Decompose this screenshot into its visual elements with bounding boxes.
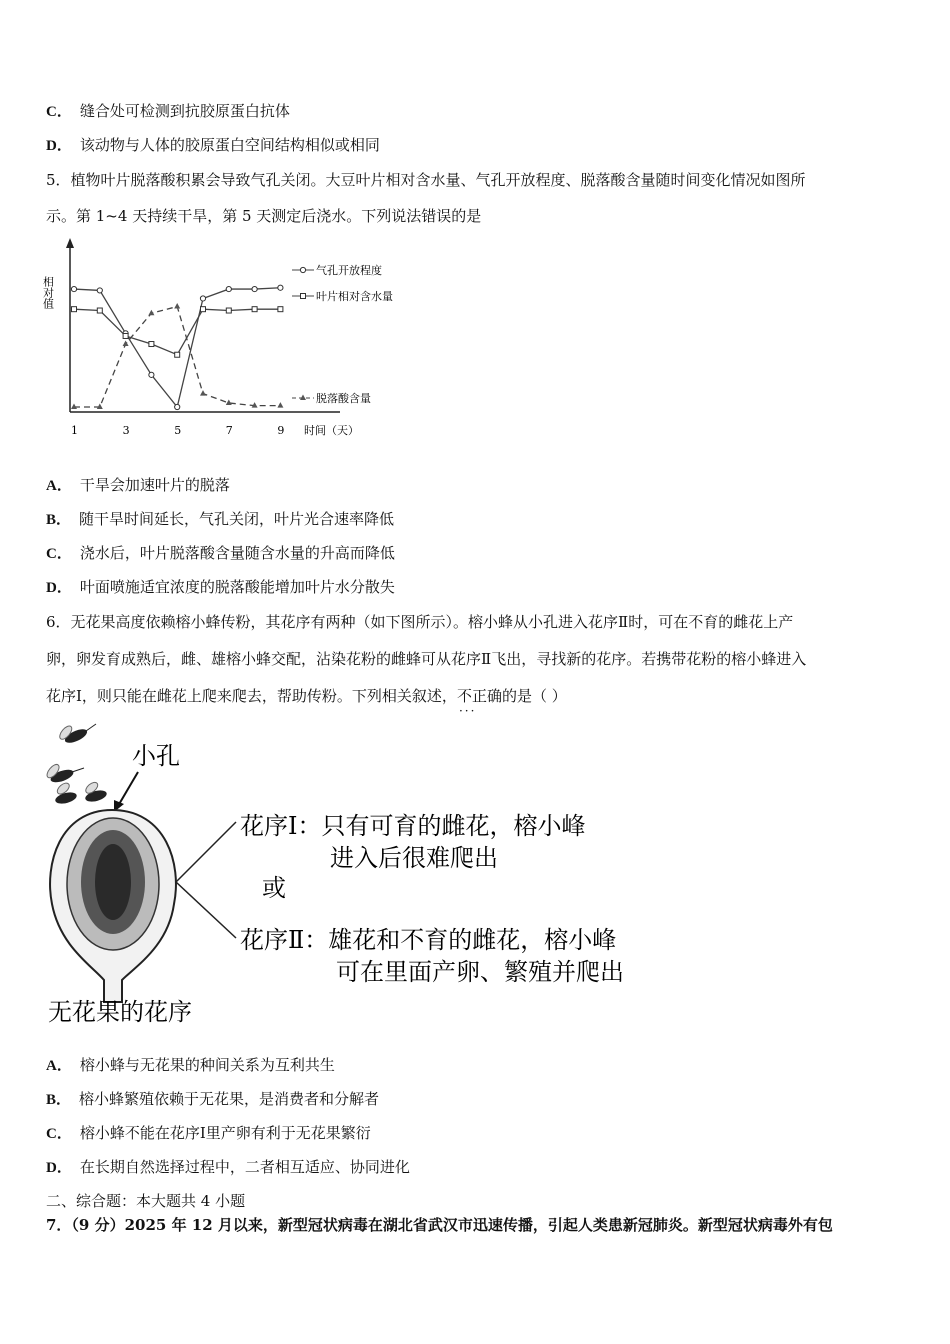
data-point-circle: [226, 286, 231, 291]
x-tick-label: 5: [174, 424, 182, 437]
data-point-triangle: [148, 310, 154, 316]
legend-marker: [300, 395, 306, 401]
q5-option-c: [46, 542, 395, 565]
option-text: 榕小蜂与无花果的种间关系为互利共生: [79, 1056, 335, 1074]
data-point-triangle: [200, 390, 206, 396]
option-letter: D．: [46, 1160, 72, 1176]
q6-stem-line3-pre: 花序Ⅰ，则只能在雌花上爬来爬去，帮助传粉。下列相关叙述，: [46, 687, 457, 705]
option-text: 榕小蜂不能在花序Ⅰ里产卵有利于无花果繁衍: [79, 1124, 371, 1142]
q6-option-d: [46, 1156, 410, 1179]
q5-option-a: [46, 474, 230, 497]
option-letter: C．: [46, 546, 72, 562]
data-point-circle: [200, 296, 205, 301]
option-text: 干旱会加速叶片的脱落: [79, 476, 230, 494]
x-tick-label: 3: [122, 424, 130, 437]
option-text: 在长期自然选择过程中，二者相互适应、协同进化: [79, 1158, 410, 1176]
y-axis-label: 相对值: [41, 276, 55, 309]
data-point-square: [97, 308, 102, 313]
data-point-square: [72, 307, 77, 312]
section-heading: 二、综合题：本大题共 4 小题: [46, 1192, 246, 1210]
option-letter: A．: [46, 478, 72, 494]
data-point-triangle: [123, 341, 129, 347]
q6-stem-line3: [46, 685, 567, 707]
data-point-circle: [97, 288, 102, 293]
q6-option-b: [46, 1088, 379, 1111]
q7-stem-line1: 7．（9 分）2025 年 12 月以来，新型冠状病毒在湖北省武汉市迅速传播，引起人类患新冠肺炎。新型冠状病毒外有包: [46, 1216, 833, 1234]
x-tick-label: 7: [225, 424, 233, 437]
hole-label: 小孔: [132, 742, 180, 770]
hole-arrow: [118, 772, 138, 806]
q4-option-c: [46, 100, 290, 123]
option-letter: B．: [46, 1092, 72, 1108]
q5-stem-line1: 5．植物叶片脱落酸积累会导致气孔关闭。大豆叶片相对含水量、气孔开放程度、脱落酸含量随时间变化情况如图所: [46, 171, 806, 189]
option-text: 随干旱时间延长，气孔关闭，叶片光合速率降低: [79, 510, 395, 528]
option-letter: D．: [46, 138, 72, 154]
data-point-triangle: [277, 402, 283, 408]
fig-inflorescence-diagram: [40, 714, 640, 1034]
option-letter: B．: [46, 512, 72, 528]
option-text: 缝合处可检测到抗胶原蛋白抗体: [79, 102, 290, 120]
data-point-square: [252, 307, 257, 312]
q5-stem-line2: 示。第 1~4 天持续干旱，第 5 天测定后浇水。下列说法错误的是: [46, 207, 482, 225]
wasp-icon: [45, 762, 84, 784]
x-tick-label: 9: [277, 424, 285, 437]
q5-option-b: [46, 508, 394, 531]
option-letter: A．: [46, 1058, 72, 1074]
q4-option-d: [46, 134, 380, 157]
option-text: 浇水后，叶片脱落酸含量随含水量的升高而降低: [79, 544, 395, 562]
q5-line-chart: [40, 236, 400, 446]
option-text: 该动物与人体的胶原蛋白空间结构相似或相同: [79, 136, 380, 154]
inflorescence-1-line1: 花序Ⅰ：只有可育的雌花，榕小峰: [240, 812, 586, 840]
data-point-triangle: [174, 303, 180, 309]
data-point-circle: [149, 372, 154, 377]
fig-section: [50, 810, 176, 1002]
inflorescence-1-line2: 进入后很难爬出: [330, 844, 498, 872]
data-point-square: [278, 307, 283, 312]
q6-emphasis: 不正确 ···: [457, 687, 502, 705]
q5-option-d: [46, 576, 395, 599]
connector-line-1: [176, 822, 236, 882]
q6-option-c: [46, 1122, 371, 1145]
option-text: 叶面喷施适宜浓度的脱落酸能增加叶片水分散失: [79, 578, 395, 596]
q6-stem-line2: 卵，卵发育成熟后，雌、雄榕小蜂交配，沾染花粉的雌蜂可从花序Ⅱ飞出，寻找新的花序。若携带花粉的榕小蜂进入: [46, 650, 807, 668]
wasp-icon: [54, 781, 78, 806]
data-point-circle: [252, 286, 257, 291]
connector-line-2: [176, 882, 236, 938]
option-letter: C．: [46, 1126, 72, 1142]
legend-marker: [301, 294, 306, 299]
legend-label: 脱落酸含量: [316, 392, 371, 405]
option-letter: D．: [46, 580, 72, 596]
option-text: 榕小蜂繁殖依赖于无花果，是消费者和分解者: [79, 1090, 380, 1108]
legend-label: 叶片相对含水量: [316, 290, 393, 303]
data-point-square: [149, 342, 154, 347]
q6-option-a: [46, 1054, 335, 1077]
data-point-triangle: [226, 399, 232, 405]
inflorescence-2-line2: 可在里面产卵、繁殖并爬出: [336, 958, 624, 986]
data-point-square: [201, 307, 206, 312]
or-label: 或: [262, 874, 286, 902]
series-line: [74, 309, 280, 355]
legend-label: 气孔开放程度: [316, 264, 382, 277]
data-point-triangle: [97, 404, 103, 410]
x-axis-label: 时间（天）: [304, 424, 359, 437]
data-point-square: [226, 308, 231, 313]
option-letter: C．: [46, 104, 72, 120]
y-axis-arrow: [66, 238, 74, 248]
data-point-triangle: [71, 404, 77, 410]
data-point-circle: [71, 286, 76, 291]
figure-caption: 无花果的花序: [48, 998, 192, 1026]
data-point-square: [123, 333, 128, 338]
data-point-circle: [175, 404, 180, 409]
wasp-icon: [84, 780, 108, 803]
legend-marker: [300, 267, 305, 272]
q6-stem-line1: 6．无花果高度依赖榕小蜂传粉，其花序有两种（如下图所示）。榕小蜂从小孔进入花序Ⅱ时，可在不育的雌花上产: [46, 613, 794, 631]
data-point-circle: [278, 285, 283, 290]
inflorescence-2-line1: 花序Ⅱ：雄花和不育的雌花，榕小峰: [240, 926, 617, 954]
data-point-square: [175, 352, 180, 357]
q6-stem-line3-post: 的是（ ）: [501, 687, 567, 705]
wasp-icon: [58, 724, 96, 746]
x-tick-label: 1: [71, 424, 78, 437]
